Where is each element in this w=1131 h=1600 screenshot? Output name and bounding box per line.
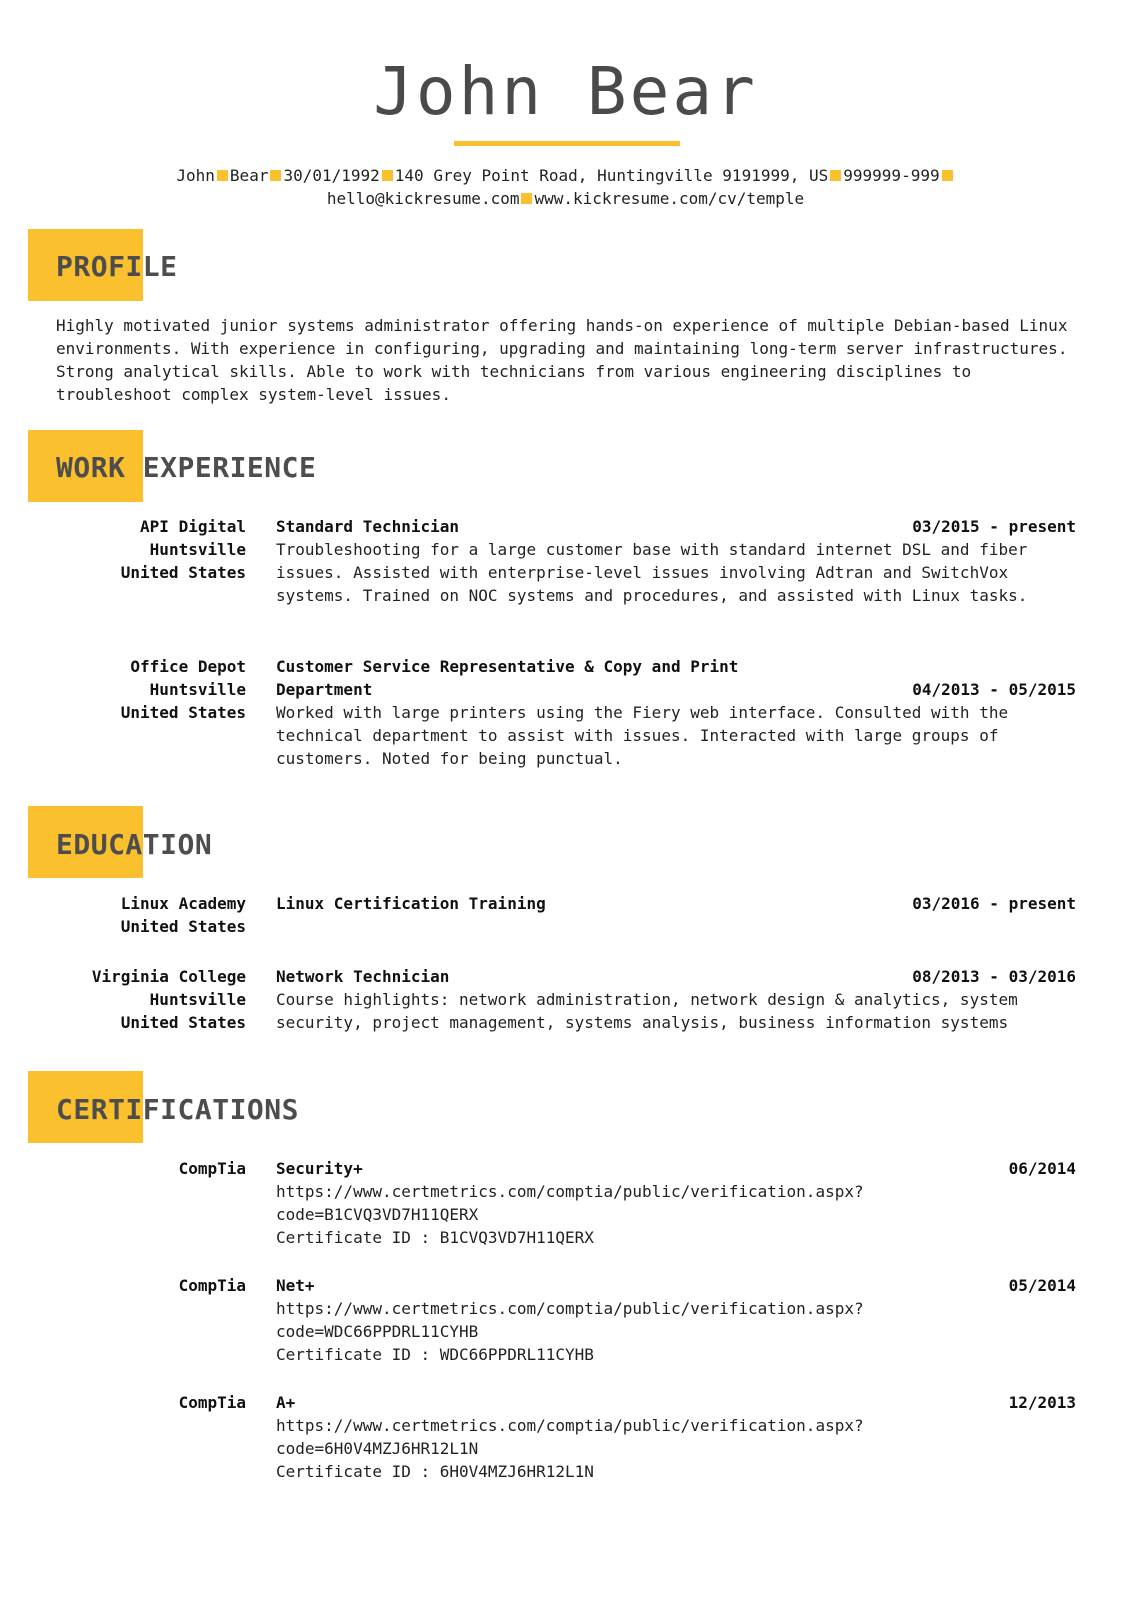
- cert-id: Certificate ID : 6H0V4MZJ6HR12L1N: [276, 1462, 594, 1481]
- education-country: United States: [120, 917, 246, 936]
- education-entry-body: [276, 892, 1076, 915]
- cert-url-code[interactable]: code=WDC66PPDRL11CYHB: [276, 1322, 479, 1341]
- certification-body: [276, 1157, 1076, 1249]
- education-dates: 08/2013 - 03/2016: [912, 967, 1076, 986]
- education-entry-location: [26, 892, 246, 938]
- contact-last-name: Bear: [229, 166, 269, 185]
- cert-id: Certificate ID : WDC66PPDRL11CYHB: [276, 1345, 594, 1364]
- cert-url[interactable]: https://www.certmetrics.com/comptia/public/verification.aspx?: [276, 1416, 864, 1435]
- separator-square-icon: [521, 193, 532, 204]
- cert-url-code[interactable]: code=B1CVQ3VD7H11QERX: [276, 1205, 479, 1224]
- cert-date: 05/2014: [1008, 1276, 1076, 1295]
- contact-email[interactable]: hello@kickresume.com: [326, 189, 520, 208]
- certification-body: [276, 1274, 1076, 1366]
- work-dates: 04/2013 - 05/2015: [912, 680, 1076, 699]
- cert-issuer: CompTia: [178, 1276, 246, 1295]
- contact-website[interactable]: www.kickresume.com/cv/temple: [534, 189, 805, 208]
- cert-name: Net+: [276, 1276, 315, 1295]
- education-description: Course highlights: network administration, network design & analytics, system security, project management, systems analysis, business information systems: [276, 990, 1018, 1032]
- work-city: Huntsville: [149, 680, 246, 699]
- certification-issuer: [26, 1157, 246, 1180]
- cert-name: Security+: [276, 1159, 363, 1178]
- cert-issuer: CompTia: [178, 1393, 246, 1412]
- education-org: Virginia College: [91, 967, 246, 986]
- education-program: Network Technician: [276, 967, 450, 986]
- cert-name: A+: [276, 1393, 296, 1412]
- education-country: United States: [120, 1013, 246, 1032]
- work-description: Troubleshooting for a large customer base with standard internet DSL and fiber issues. Assisted with enterprise-level issues involving Adtran and SwitchVox systems. Trained on NOC systems and procedures, and assisted with Linux tasks.: [276, 540, 1028, 605]
- cert-date: 12/2013: [1008, 1393, 1076, 1412]
- name-underline: [454, 141, 680, 146]
- education-entry-location: [26, 965, 246, 1034]
- contact-line-2: [0, 187, 1131, 210]
- work-org: API Digital: [140, 517, 246, 536]
- work-city: Huntsville: [149, 540, 246, 559]
- work-country: United States: [120, 703, 246, 722]
- certification-issuer: [26, 1391, 246, 1414]
- separator-square-icon: [830, 170, 841, 181]
- work-org: Office Depot: [130, 657, 246, 676]
- education-city: Huntsville: [149, 990, 246, 1009]
- contact-birthdate: 30/01/1992: [283, 166, 380, 185]
- education-program: Linux Certification Training: [276, 894, 546, 913]
- candidate-name: John Bear: [373, 53, 758, 130]
- separator-square-icon: [382, 170, 393, 181]
- cert-url-code[interactable]: code=6H0V4MZJ6HR12L1N: [276, 1439, 479, 1458]
- cert-id: Certificate ID : B1CVQ3VD7H11QERX: [276, 1228, 594, 1247]
- work-entry-body: [276, 515, 1076, 607]
- separator-square-icon: [217, 170, 228, 181]
- education-entry-body: [276, 965, 1076, 1034]
- work-description: Worked with large printers using the Fiery web interface. Consulted with the technical department to assist with issues. Interacted with large groups of customers. Noted for being punctual.: [276, 703, 1009, 768]
- certification-body: [276, 1391, 1076, 1483]
- section-title-profile: PROFILE: [56, 250, 178, 283]
- separator-square-icon: [942, 170, 953, 181]
- contact-address: 140 Grey Point Road, Huntingville 9191999, US: [394, 166, 829, 185]
- contact-line-1: [0, 164, 1131, 187]
- work-dates: 03/2015 - present: [912, 517, 1076, 536]
- contact-phone: 999999-999: [843, 166, 940, 185]
- section-title-certifications: CERTIFICATIONS: [56, 1093, 300, 1126]
- cert-url[interactable]: https://www.certmetrics.com/comptia/public/verification.aspx?: [276, 1299, 864, 1318]
- education-org: Linux Academy: [120, 894, 246, 913]
- separator-square-icon: [270, 170, 281, 181]
- contact-first-name: John: [176, 166, 215, 185]
- certification-issuer: [26, 1274, 246, 1297]
- education-dates: 03/2016 - present: [912, 894, 1076, 913]
- section-title-work-experience: WORK EXPERIENCE: [56, 451, 317, 484]
- work-entry-location: [26, 515, 246, 584]
- cert-url[interactable]: https://www.certmetrics.com/comptia/public/verification.aspx?: [276, 1182, 864, 1201]
- work-entry-body: [276, 655, 1076, 770]
- section-title-education: EDUCATION: [56, 828, 213, 861]
- work-country: United States: [120, 563, 246, 582]
- cert-date: 06/2014: [1008, 1159, 1076, 1178]
- work-role: Standard Technician: [276, 517, 460, 536]
- cert-issuer: CompTia: [178, 1159, 246, 1178]
- profile-text: Highly motivated junior systems administrator offering hands-on experience of multiple Debian-based Linux environments. With experience in configuring, upgrading and maintaining long-term server infrastructures. Strong analytical skills. Able to work with technicians from various engineering disciplines to troubleshoot complex system-level issues.: [56, 316, 1068, 404]
- work-role: Customer Service Representative & Copy and Print Department: [276, 657, 739, 699]
- work-entry-location: [26, 655, 246, 724]
